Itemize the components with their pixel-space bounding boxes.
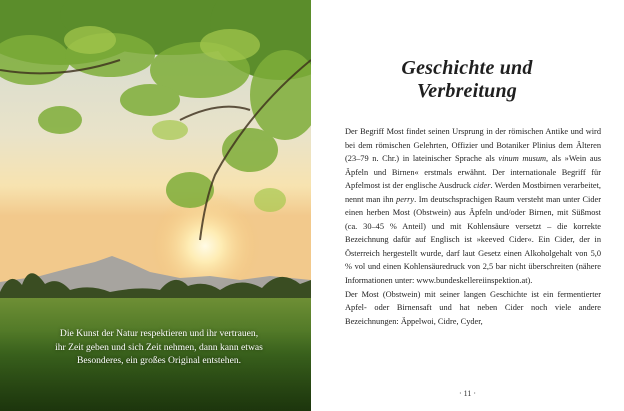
text-run: . Werden Mostbirnen verarbeitet, nennt man ihn [345, 181, 601, 204]
photo-caption [18, 327, 300, 368]
text-page [311, 0, 624, 411]
title-line: Verbreitung [416, 80, 517, 102]
paragraph: Der Most (Obstwein) mit seiner langen Geschichte ist ein fermentierter Apfel- oder Birnensaft und hat neben Cider noch viele andere Bezeichnungen: Äppelwoi, Cidre, Cyder, [345, 289, 601, 326]
text-run: Der Begriff Most findet seinen Ursprung in der römischen Antike und wird bei dem römischen Gelehrten, Offizier und Botaniker Plinius dem Älteren (23–79 n. Chr.) in lateinischer Sprache als [345, 127, 601, 164]
chapter-title [331, 57, 603, 103]
caption-line: Besonderes, ein großes Original entstehen. [76, 355, 242, 366]
caption-line: Die Kunst der Natur respektieren und ihr vertrauen, [59, 328, 259, 339]
page-number: · 11 · [458, 389, 477, 398]
italic-term: vinum musum [498, 154, 547, 164]
text-run: , als »Wein aus Äpfeln und Birnen« erstmals erwähnt. Der internationale Begriff für Apfelmost ist der englische Ausdruck [345, 154, 601, 191]
caption-line: ihr Zeit geben und sich Zeit nehmen, dann kann etwas [55, 341, 263, 353]
text-run: . Im deutschsprachigen Raum versteht man unter Cider einen herben Most (Obstwein) aus Äpfeln und/oder Birnen, mit Süßmost (ca. 30–45 % Anteil) und mit Kohlensäure versetzt – die korrekte Bezeichnung dafür auf Englisch ist »keeved Cider«. Ein Cider, der in Österreich hergestellt wurde, darf laut Gesetz einen Alkoholgehalt von 5,0 % vol und einen Kohlensäuredruck von 2,5 bar nicht überschreiten (nähere Informationen unter: www.bundeskellereiinspektion.at). [345, 194, 601, 286]
body-text [345, 125, 601, 328]
title-line: Geschichte und [401, 57, 533, 79]
paragraph [345, 125, 601, 288]
italic-term: cider [473, 181, 491, 191]
landscape-photo [0, 0, 311, 411]
italic-term: perry [396, 194, 415, 204]
